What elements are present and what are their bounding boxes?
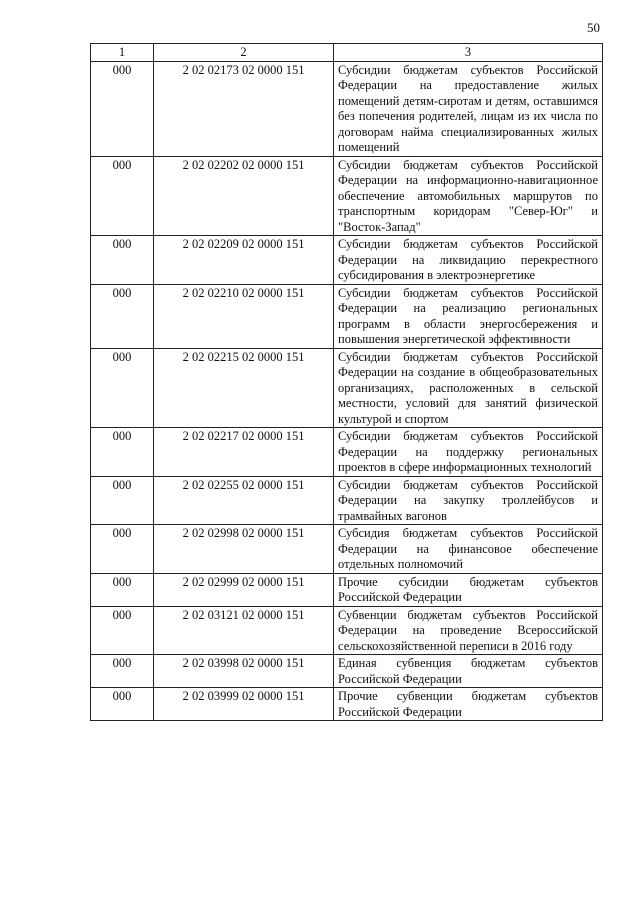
table-row — [91, 348, 603, 428]
table-row — [91, 525, 603, 574]
budget-code-cell: 2 02 03998 02 0000 151 — [154, 655, 334, 688]
budget-code-cell: 2 02 02202 02 0000 151 — [154, 156, 334, 236]
income-name-cell: Субсидии бюджетам субъектов Российской Федерации на создание в общеобразовательных организациях, расположенных в сельской местности, условий для занятий физической культурой и спортом — [334, 348, 603, 428]
budget-code-cell: 2 02 02217 02 0000 151 — [154, 428, 334, 477]
table-row — [91, 428, 603, 477]
income-name-cell: Субсидии бюджетам субъектов Российской Федерации на предоставление жилых помещений детям-сиротам и детям, оставшимся без попечения родителей, лицам из их числа по договорам найма специализированных жилых помещений — [334, 61, 603, 156]
income-name-cell: Прочие субвенции бюджетам субъектов Российской Федерации — [334, 688, 603, 721]
admin-code-cell: 000 — [91, 61, 154, 156]
budget-code-cell: 2 02 03999 02 0000 151 — [154, 688, 334, 721]
table-header-row — [91, 44, 603, 62]
income-name-cell: Единая субвенция бюджетам субъектов Российской Федерации — [334, 655, 603, 688]
income-name-cell: Субвенции бюджетам субъектов Российской Федерации на проведение Всероссийской сельскохозяйственной переписи в 2016 году — [334, 606, 603, 655]
table-row — [91, 156, 603, 236]
budget-code-cell: 2 02 02998 02 0000 151 — [154, 525, 334, 574]
table-row — [91, 688, 603, 721]
admin-code-cell: 000 — [91, 476, 154, 525]
column-header-1: 1 — [91, 44, 154, 62]
admin-code-cell: 000 — [91, 428, 154, 477]
budget-classification-table — [90, 43, 603, 721]
income-name-cell: Субсидия бюджетам субъектов Российской Федерации на финансовое обеспечение отдельных полномочий — [334, 525, 603, 574]
admin-code-cell: 000 — [91, 573, 154, 606]
table-row — [91, 61, 603, 156]
budget-code-cell: 2 02 02210 02 0000 151 — [154, 284, 334, 348]
income-name-cell: Субсидии бюджетам субъектов Российской Федерации на реализацию региональных программ в области энергосбережения и повышения энергетической эффективности — [334, 284, 603, 348]
admin-code-cell: 000 — [91, 348, 154, 428]
table-row — [91, 476, 603, 525]
admin-code-cell: 000 — [91, 156, 154, 236]
admin-code-cell: 000 — [91, 606, 154, 655]
income-name-cell: Субсидии бюджетам субъектов Российской Федерации на ликвидацию перекрестного субсидирования в электроэнергетике — [334, 236, 603, 285]
income-name-cell: Субсидии бюджетам субъектов Российской Федерации на информационно-навигационное обеспечение автомобильных маршрутов по транспортным коридорам "Север-Юг" и "Восток-Запад" — [334, 156, 603, 236]
table-row — [91, 573, 603, 606]
admin-code-cell: 000 — [91, 688, 154, 721]
column-header-3: 3 — [334, 44, 603, 62]
income-name-cell: Прочие субсидии бюджетам субъектов Российской Федерации — [334, 573, 603, 606]
admin-code-cell: 000 — [91, 284, 154, 348]
budget-code-cell: 2 02 02255 02 0000 151 — [154, 476, 334, 525]
page-number: 50 — [587, 20, 600, 35]
table-row — [91, 606, 603, 655]
income-name-cell: Субсидии бюджетам субъектов Российской Федерации на поддержку региональных проектов в сфере информационных технологий — [334, 428, 603, 477]
budget-code-cell: 2 02 02173 02 0000 151 — [154, 61, 334, 156]
income-name-cell: Субсидии бюджетам субъектов Российской Федерации на закупку троллейбусов и трамвайных вагонов — [334, 476, 603, 525]
column-header-2: 2 — [154, 44, 334, 62]
admin-code-cell: 000 — [91, 525, 154, 574]
table-row — [91, 655, 603, 688]
admin-code-cell: 000 — [91, 655, 154, 688]
table-row — [91, 236, 603, 285]
budget-code-cell: 2 02 02209 02 0000 151 — [154, 236, 334, 285]
budget-code-cell: 2 02 03121 02 0000 151 — [154, 606, 334, 655]
table-row — [91, 284, 603, 348]
budget-code-cell: 2 02 02999 02 0000 151 — [154, 573, 334, 606]
admin-code-cell: 000 — [91, 236, 154, 285]
budget-code-cell: 2 02 02215 02 0000 151 — [154, 348, 334, 428]
